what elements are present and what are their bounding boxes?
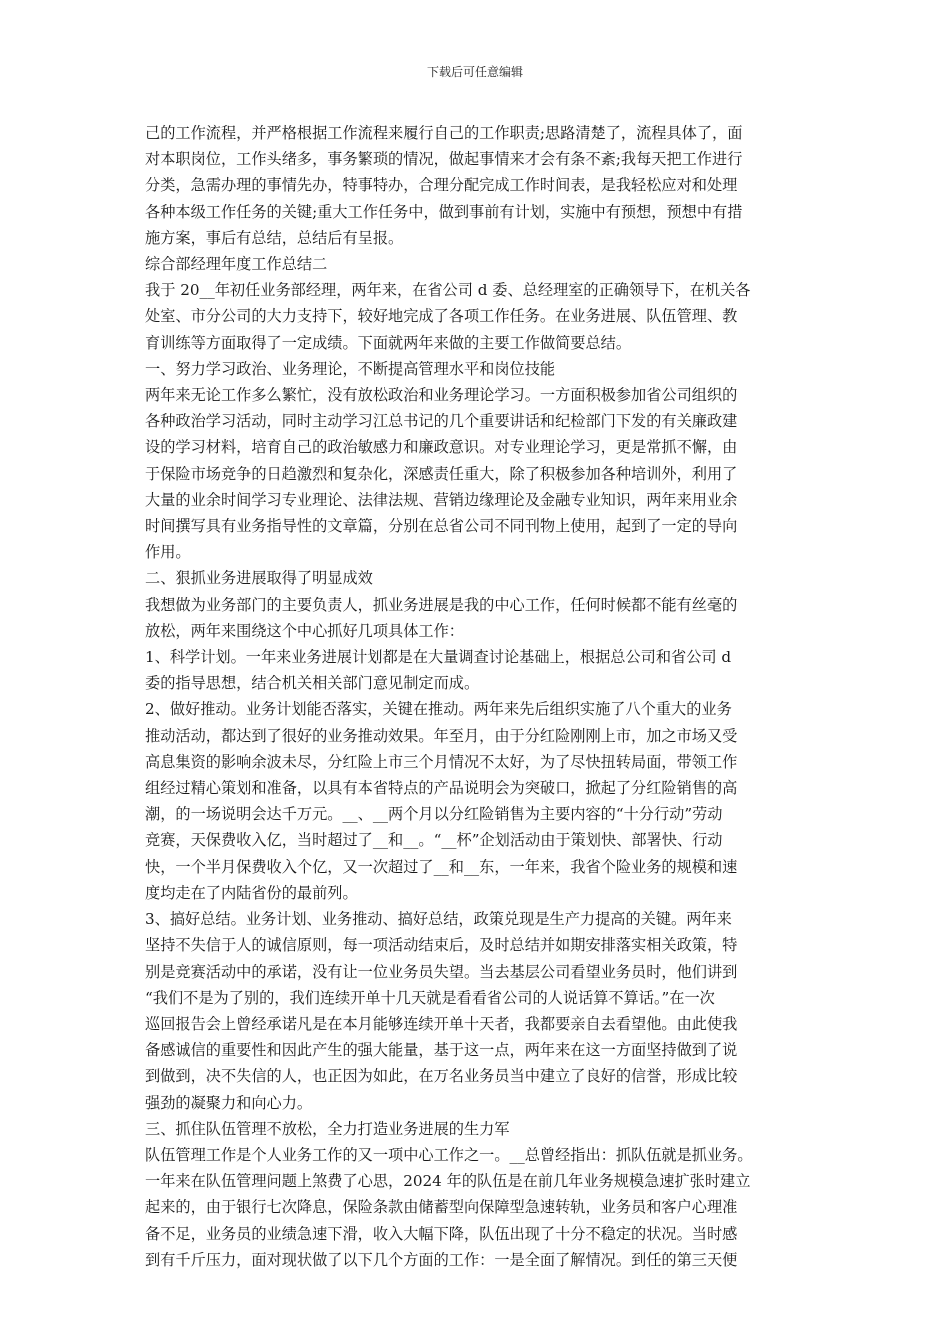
text-line: 起来的，由于银行七次降息，保险条款由储蓄型向保障型急速转轨，业务员和客户心理准 — [145, 1198, 738, 1217]
document-body — [145, 120, 807, 1273]
text-line: 对本职岗位，工作头绪多，事务繁琐的情况，做起事情来才会有条不紊;我每天把工作进行 — [145, 150, 743, 169]
text-line: 我于 20__年初任业务部经理，两年来，在省公司 d 委、总经理室的正确领导下，在机关各 — [145, 281, 751, 300]
text-line: 推动活动，都达到了很好的业务推动效果。年至月，由于分红险刚刚上市，加之市场又受 — [145, 726, 738, 745]
page-header: 下载后可任意编辑 — [426, 65, 523, 79]
text-line: 坚持不失信于人的诚信原则，每一项活动结束后，及时总结并如期安排落实相关政策，特 — [145, 936, 738, 955]
text-line: 时间撰写具有业务指导性的文章篇，分别在总省公司不同刊物上使用，起到了一定的导向 — [145, 517, 738, 536]
text-line: 度均走在了内陆省份的最前列。 — [145, 883, 358, 902]
text-line: 各种本级工作任务的关键;重大工作任务中，做到事前有计划，实施中有预想，预想中有措 — [145, 202, 743, 221]
text-line: 综合部经理年度工作总结二 — [145, 255, 328, 274]
text-line: 高息集资的影响余波未尽，分红险上市三个月情况不太好，为了尽快扭转局面，带领工作 — [145, 752, 738, 771]
text-line: 潮，的一场说明会达千万元。__、__两个月以分红险销售为主要内容的“十分行动”劳动 — [145, 805, 723, 824]
text-line: 施方案，事后有总结，总结后有呈报。 — [145, 228, 404, 247]
text-line: 作用。 — [145, 543, 191, 562]
text-line: 巡回报告会上曾经承诺凡是在本月能够连续开单十天者，我都要亲自去看望他。由此使我 — [145, 1014, 738, 1033]
text-line: 到有千斤压力，面对现状做了以下几个方面的工作：一是全面了解情况。到任的第三天便 — [145, 1250, 738, 1269]
text-line: “我们不是为了别的，我们连续开单十几天就是看看省公司的人说话算不算话。”在一次 — [145, 988, 715, 1007]
text-line: 竞赛，天保费收入亿，当时超过了__和__。“__杯”企划活动由于策划快、部署快、行动 — [145, 831, 723, 850]
text-line: 育训练等方面取得了一定成绩。下面就两年来做的主要工作做简要总结。 — [145, 333, 631, 352]
text-line: 处室、市分公司的大力支持下，较好地完成了各项工作任务。在业务进展、队伍管理、教 — [145, 307, 738, 326]
text-line: 委的指导思想，结合机关相关部门意见制定而成。 — [145, 674, 480, 693]
text-line: 己的工作流程，并严格根据工作流程来履行自己的工作职责;思路清楚了，流程具体了，面 — [145, 124, 743, 142]
text-line: 队伍管理工作是个人业务工作的又一项中心工作之一。__总曾经指出：抓队伍就是抓业务。 — [145, 1145, 753, 1164]
text-line: 2、做好推动。业务计划能否落实，关键在推动。两年来先后组织实施了八个重大的业务 — [145, 700, 732, 719]
text-line: 1、科学计划。一年来业务进展计划都是在大量调查讨论基础上，根据总公司和省公司 d — [145, 648, 732, 667]
text-line: 设的学习材料，培育自己的政治敏感力和廉政意识。对专业理论学习，更是常抓不懈，由 — [145, 438, 738, 457]
text-line: 我想做为业务部门的主要负责人，抓业务进展是我的中心工作，任何时候都不能有丝毫的 — [145, 595, 738, 614]
text-line: 强劲的凝聚力和向心力。 — [145, 1093, 313, 1112]
text-line: 三、抓住队伍管理不放松，全力打造业务进展的生力军 — [145, 1119, 510, 1138]
text-line: 二、狠抓业务进展取得了明显成效 — [145, 569, 373, 588]
text-line: 3、搞好总结。业务计划、业务推动、搞好总结，政策兑现是生产力提高的关键。两年来 — [145, 910, 732, 929]
text-line: 放松，两年来围绕这个中心抓好几项具体工作： — [145, 621, 464, 640]
text-line: 别是竞赛活动中的承诺，没有让一位业务员失望。当去基层公司看望业务员时，他们讲到 — [145, 962, 738, 981]
text-line: 两年来无论工作多么繁忙，没有放松政治和业务理论学习。一方面积极参加省公司组织的 — [145, 386, 738, 405]
text-line: 一年来在队伍管理问题上煞费了心思，2024 年的队伍是在前几年业务规模急速扩张时建立 — [145, 1172, 751, 1191]
text-line: 到做到，决不失信的人，也正因为如此，在万名业务员当中建立了良好的信誉，形成比较 — [145, 1067, 738, 1086]
text-line: 组经过精心策划和准备，以具有本省特点的产品说明会为突破口，掀起了分红险销售的高 — [145, 779, 738, 798]
text-line: 于保险市场竞争的日趋激烈和复杂化，深感责任重大，除了积极参加各种培训外，利用了 — [145, 464, 738, 483]
text-line: 快，一个半月保费收入个亿，又一次超过了__和__东，一年来，我省个险业务的规模和速 — [145, 857, 738, 876]
text-line: 大量的业余时间学习专业理论、法律法规、营销边缘理论及金融专业知识，两年来用业余 — [145, 490, 738, 509]
text-line: 各种政治学习活动，同时主动学习江总书记的几个重要讲话和纪检部门下发的有关廉政建 — [145, 412, 738, 431]
text-line: 一、努力学习政治、业务理论，不断提高管理水平和岗位技能 — [145, 359, 556, 378]
text-line: 备不足，业务员的业绩急速下滑，收入大幅下降，队伍出现了十分不稳定的状况。当时感 — [145, 1224, 738, 1243]
text-line: 备感诚信的重要性和因此产生的强大能量，基于这一点，两年来在这一方面坚持做到了说 — [145, 1041, 738, 1060]
text-line: 分类，急需办理的事情先办，特事特办，合理分配完成工作时间表，是我轻松应对和处理 — [145, 176, 738, 195]
